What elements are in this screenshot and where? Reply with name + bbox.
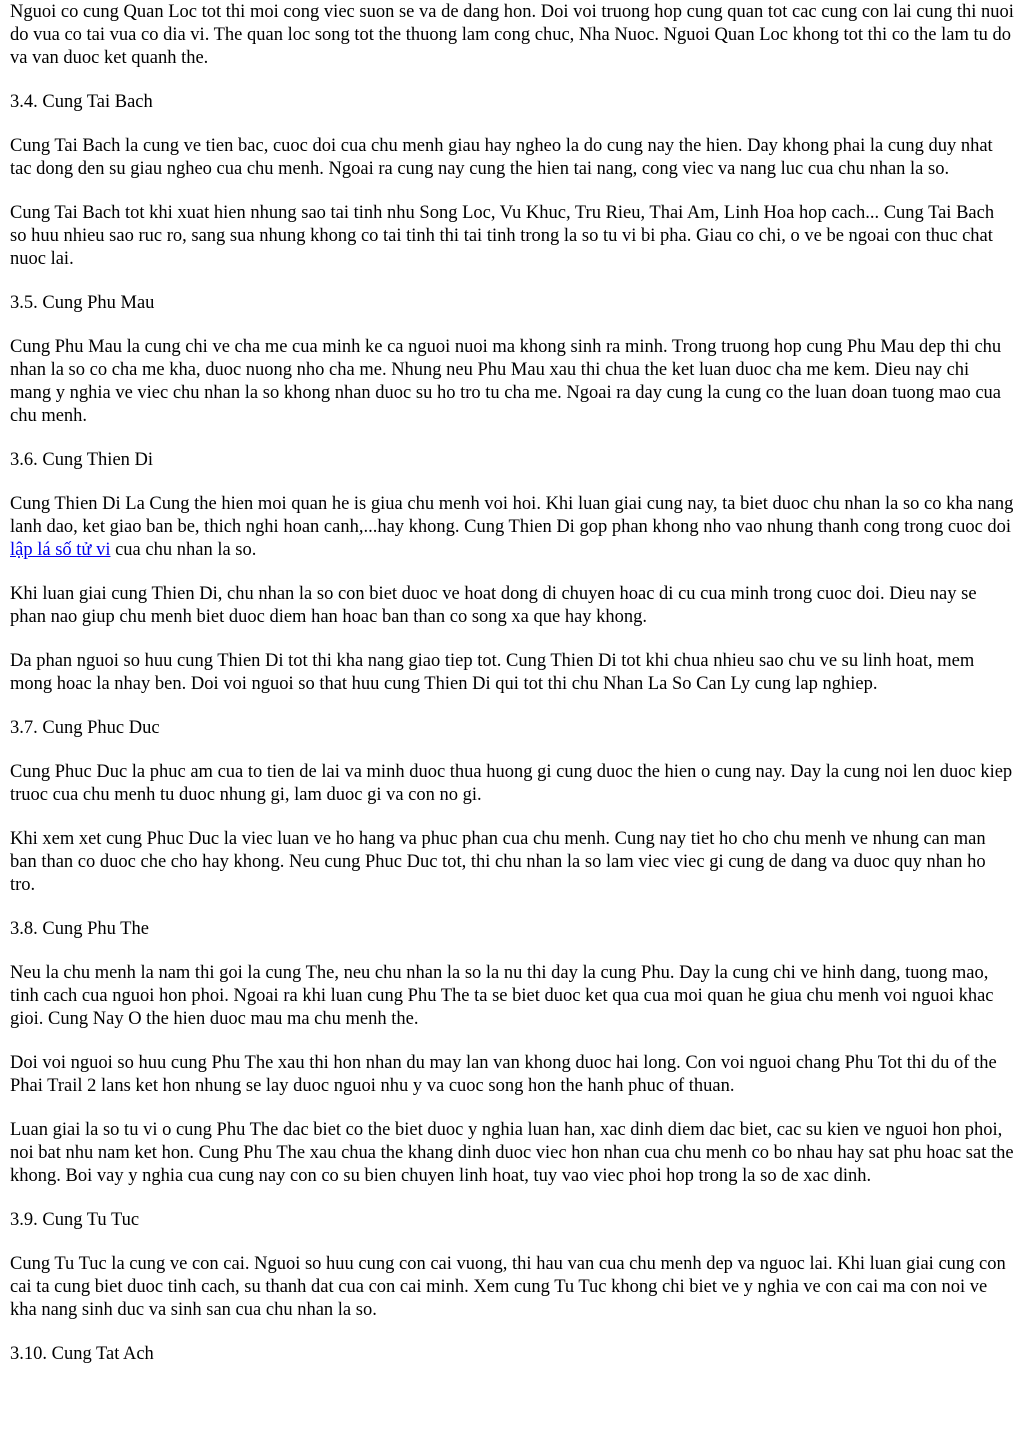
paragraph-phu-the-2: Doi voi nguoi so huu cung Phu The xau thi hon nhan du may lan van khong duoc hai long. Con voi nguoi chang Phu Tot thi du of the Phai Trail 2 lans ket hon nhung se lay duoc nguoi nhu y va cuoc song hon the hanh phuc of thuan. [10,1053,997,1096]
paragraph-phuc-duc-2: Khi xem xet cung Phuc Duc la viec luan ve ho hang va phuc phan cua chu menh. Cung nay tiet ho cho chu menh ve nhung can man ban than co duoc che cho hay khong. Neu cung Phuc Duc tot, thi chu nhan la so lam viec viec gi cung de dang va duoc quy nhan ho tro. [10,829,986,895]
heading-tu-tuc: 3.9. Cung Tu Tuc [10,1210,140,1230]
paragraph-tai-bach-1: Cung Tai Bach la cung ve tien bac, cuoc doi cua chu menh giau hay ngheo la do cung nay the hien. Day khong phai la cung duy nhat tac dong den su giau ngheo cua chu menh. Ngoai ra cung nay cung the hien tai nang, cong viec va nang luc cua chu nhan la so. [10,136,993,179]
paragraph-thien-di-2: Khi luan giai cung Thien Di, chu nhan la so con biet duoc ve hoat dong di chuyen hoac di cu cua minh trong cuoc doi. Dieu nay se phan nao giup chu menh biet duoc diem han hoac ban than co song xa que hay khong. [10,584,977,627]
paragraph-phu-mau: Cung Phu Mau la cung chi ve cha me cua minh ke ca nguoi nuoi ma khong sinh ra minh. Trong truong hop cung Phu Mau dep thi chu nhan la so co cha me kha, duoc nuong nho cha me. Nhung neu Phu Mau xau thi chua the ket luan duoc cha me kem. Dieu nay chi mang y nghia ve viec chu nhan la so khong nhan duoc su ho tro tu cha me. Ngoai ra day cung la cung co the luan doan tuong mao cua chu menh. [10,337,1002,426]
heading-tat-ach: 3.10. Cung Tat Ach [10,1344,154,1364]
paragraph-quan-loc: Nguoi co cung Quan Loc tot thi moi cong viec suon se va de dang hon. Doi voi truong hop cung quan tot cac cung con lai cung thi nuoi do vua co tai vua co dia vi. The quan loc song tot the thuong lam cong chuc, Nha Nuoc. Nguoi Quan Loc khong tot thi co the lam tu do va van duoc ket quanh the. [10,2,1014,68]
paragraph-tu-tuc: Cung Tu Tuc la cung ve con cai. Nguoi so huu cung con cai vuong, thi hau van cua chu menh dep va nguoc lai. Khi luan giai cung con cai ta cung biet duoc tinh cach, su thanh dat cua con cai minh. Xem cung Tu Tuc khong chi biet ve y nghia ve con cai ma con noi ve kha nang sinh duc va sinh san cua chu nhan la so. [10,1254,1006,1320]
paragraph-phuc-duc-1: Cung Phuc Duc la phuc am cua to tien de lai va minh duoc thua huong gi cung duoc the hien o cung nay. Day la cung noi len duoc kiep truoc cua chu menh tu duoc nhung gi, lam duoc gi va con no gi. [10,762,1013,805]
paragraph-phu-the-1: Neu la chu menh la nam thi goi la cung The, neu chu nhan la so la nu thi day la cung Phu. Day la cung chi ve hinh dang, tuong mao, tinh cach cua nguoi hon phoi. Ngoai ra khi luan cung Phu The ta se biet duoc ket qua cua moi quan he giua chu menh voi nguoi khac gioi. Cung Nay O the hien duoc mau ma chu menh the. [10,963,994,1029]
paragraph-thien-di-1 [10,493,1014,562]
paragraph-phu-the-3: Luan giai la so tu vi o cung Phu The dac biet co the biet duoc y nghia luan han, xac dinh diem dac biet, cac su kien ve nguoi hon phoi, noi bat nhu nam ket hon. Cung Phu The xau chua the khang dinh duoc viec hon nhan cua chu menh co bo nhau hay sat phu hoac sat the khong. Boi vay y nghia cua cung nay con co su bien chuyen linh hoat, tuy vao viec phoi hop trong la so de xac dinh. [10,1120,1014,1186]
heading-phu-the: 3.8. Cung Phu The [10,919,149,939]
paragraph-tai-bach-2: Cung Tai Bach tot khi xuat hien nhung sao tai tinh nhu Song Loc, Vu Khuc, Tru Rieu, Thai Am, Linh Hoa hop cach... Cung Tai Bach so huu nhieu sao ruc ro, sang sua nhung khong co tai tinh thi tai tinh trong la so tu vi bi pha. Giau co chi, o ve be ngoai con thuc chat nuoc lai. [10,203,995,269]
paragraph-thien-di-1-tail: cua chu nhan la so. [110,540,257,560]
heading-phuc-duc: 3.7. Cung Phuc Duc [10,718,160,738]
heading-phu-mau: 3.5. Cung Phu Mau [10,293,155,313]
heading-thien-di: 3.6. Cung Thien Di [10,450,154,470]
paragraph-thien-di-3: Da phan nguoi so huu cung Thien Di tot thi kha nang giao tiep tot. Cung Thien Di tot khi chua nhieu sao chu ve su linh hoat, mem mong hoac la nhay ben. Doi voi nguoi so that huu cung Thien Di qui tot thi chu Nhan La So Can Ly cung lap nghiep. [10,651,975,694]
lap-la-so-tu-vi-link[interactable]: lập lá số tử vi [10,540,111,560]
paragraph-thien-di-1-text: Cung Thien Di La Cung the hien moi quan he is giua chu menh voi hoi. Khi luan giai cung nay, ta biet duoc chu nhan la so co kha nang lanh dao, ket giao ban be, thich nghi hoan canh,...hay khong. Cung Thien Di gop phan khong nho vao nhung thanh cong trong cuoc doi [10,494,1014,537]
heading-tai-bach: 3.4. Cung Tai Bach [10,92,153,112]
